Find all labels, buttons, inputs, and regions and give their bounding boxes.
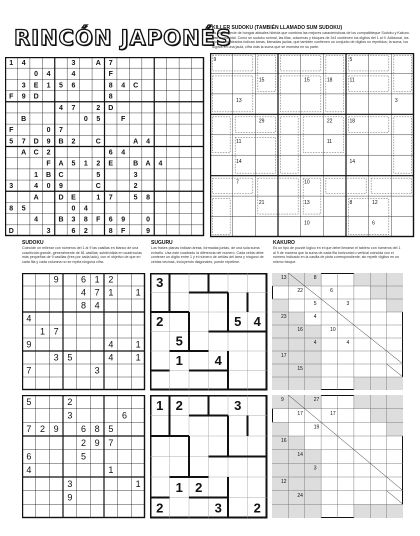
cell-value: 1 (83, 160, 88, 168)
cell-value: B (58, 138, 64, 146)
clue-sum: 6 (330, 287, 333, 294)
cell-value: 1 (135, 339, 141, 350)
cell-value: 4 (71, 71, 76, 79)
cell-value: 6 (80, 424, 87, 435)
cell-value: 2 (96, 160, 101, 168)
clue-sum: 14 (297, 451, 303, 458)
sudoku-grid-b (22, 395, 146, 519)
cell-value: 4 (121, 149, 126, 157)
clue-sum: 3 (313, 465, 317, 472)
cage-sum: 22 (326, 118, 333, 125)
block-cell (370, 377, 386, 390)
cell-value: 5 (59, 82, 63, 90)
cell-value: 3 (234, 397, 242, 413)
block-cell (387, 504, 403, 518)
cell-value: A (145, 160, 151, 168)
clue-sum: 17 (330, 410, 336, 417)
cell-value: 9 (46, 138, 51, 146)
cell-value: 7 (108, 60, 113, 68)
block-cell (370, 395, 386, 409)
cage-sum: 3 (394, 97, 398, 104)
cell-value: 8 (94, 424, 100, 435)
cell-value: A (133, 138, 139, 146)
cage-sum: 7 (236, 179, 239, 186)
clue-sum: 13 (281, 274, 287, 281)
cell-value: C (58, 171, 64, 179)
cell-value: 2 (108, 274, 114, 285)
cell-value: 1 (135, 287, 141, 298)
cell-value: 2 (195, 479, 203, 495)
cage-sum: 10 (304, 220, 310, 227)
block-cell (272, 338, 288, 351)
cell-value: E (33, 82, 39, 90)
cell-value: 6 (71, 227, 76, 235)
cell-value: 1 (156, 397, 164, 413)
cell-value: 0 (83, 115, 88, 123)
block-cell (387, 395, 403, 409)
clue-sum: 10 (330, 326, 336, 333)
suguru-grid-a (150, 273, 268, 391)
block-cell (288, 504, 304, 518)
clue-sum: 27 (313, 397, 320, 404)
cell-value: 0 (146, 216, 150, 224)
hex-sudoku-grid (5, 57, 205, 237)
cage-sum: 12 (372, 200, 378, 207)
block-cell (354, 273, 370, 286)
cell-value: 1 (135, 352, 141, 363)
cage-sum: 13 (236, 97, 242, 104)
cell-value: D (58, 194, 64, 202)
cell-value: 6 (71, 82, 76, 90)
block-cell (305, 351, 321, 364)
block-cell (370, 273, 386, 286)
block-cell (305, 450, 321, 464)
cell-value: 4 (94, 300, 100, 311)
cell-value: 6 (121, 410, 128, 421)
block-cell (354, 504, 370, 518)
cell-value: 1 (9, 60, 14, 68)
cell-value: 8 (146, 194, 150, 202)
block-cell (272, 422, 288, 436)
cell-value: C (133, 82, 139, 90)
cell-value: 0 (71, 205, 76, 213)
block-cell (370, 286, 386, 299)
cell-value: 7 (26, 424, 32, 435)
cell-value: F (96, 216, 101, 224)
cage-sum: 18 (349, 118, 356, 125)
cage-sum: 13 (304, 200, 310, 207)
cell-value: 2 (80, 437, 87, 448)
cell-value: 3 (71, 60, 76, 68)
kakuro-grid-b (272, 395, 404, 519)
block-cell (288, 377, 304, 390)
cell-value: B (46, 171, 52, 179)
cell-value: 9 (53, 424, 59, 435)
cell-value: A (58, 160, 64, 168)
cell-value: F (121, 115, 126, 123)
block-cell (354, 377, 370, 390)
block-cell (288, 436, 304, 450)
sudoku-grid-a (22, 273, 146, 391)
cage-sum: 14 (236, 159, 242, 166)
block-cell (272, 325, 288, 338)
cell-value: 1 (39, 326, 46, 337)
cell-value: B (58, 216, 64, 224)
cell-value: 2 (71, 138, 76, 146)
cell-value: D (33, 138, 39, 146)
cell-value: 4 (46, 71, 51, 79)
cell-value: 1 (46, 82, 51, 90)
cell-value: C (95, 183, 101, 191)
cell-value: 4 (26, 313, 32, 324)
cell-value: B (21, 115, 27, 123)
kakuro-description: Es un tipo de puzzle lógico en el que debe llenarse el tablero con números del 1 al 9 de manera que la suma de cada fila horizontal o vertical coincida con el número indicado en la casilla de pista correspondiente, sin repetir dígitos en un mismo bloque. (273, 246, 401, 264)
killer-description: Es una especie de hongos abisales hibrida que combina las mejores características de los compatibleque Sudoku y Kakuro. Usma ceasidal. Como un sudoku normal, las filas, columnas y bloques de 3x3 contienen los dígitos del 1 al 9. Adicional, los bloques punteados indican áreas, llamadas jaulas, que también contienen un conjunto de dígitos no repetidos; la suma, los dígitos en una jaula, cifra más la suma que se muestra en su parte. (212, 31, 410, 49)
cell-value: 5 (96, 115, 101, 123)
clue-sum: 15 (297, 365, 303, 372)
block-cell (305, 491, 321, 505)
cell-value: 5 (96, 171, 101, 179)
block-cell (272, 491, 288, 505)
block-cell (288, 312, 304, 325)
clue-sum: 9 (281, 397, 284, 404)
cell-value: E (71, 194, 76, 202)
cell-value: B (133, 160, 139, 168)
cell-value: 9 (94, 437, 100, 448)
cell-value: 3 (71, 216, 76, 224)
block-cell (387, 286, 403, 299)
cell-value: 2 (156, 314, 164, 330)
cell-value: 8 (9, 205, 14, 213)
cell-value: 2 (83, 227, 88, 235)
suguru-description: Los frases planas indican áreas, formadas juntas, de una sola suma extraño. Usa este cuadrado la diferencia del número. Cada celda debe contener un dígito entre 1 y el número de celdas del área y ninguno de celdas vecinas, incluyendo diagonales, puede repetirse. (151, 246, 264, 264)
block-cell (272, 504, 288, 518)
cell-value: 4 (80, 287, 87, 298)
cell-value: 5 (67, 352, 73, 363)
cage-sum: 18 (326, 77, 333, 84)
cell-value: 5 (71, 160, 76, 168)
block-cell (305, 504, 321, 518)
cell-value: F (108, 71, 113, 79)
clue-sum: 17 (297, 410, 303, 417)
block-cell (387, 299, 403, 312)
cell-value: 6 (108, 216, 113, 224)
cell-value: 9 (53, 274, 59, 285)
cell-value: 1 (175, 353, 183, 369)
block-cell (370, 409, 386, 423)
cell-value: 2 (133, 183, 138, 191)
clue-sum: 3 (346, 300, 350, 307)
block-cell (305, 477, 321, 491)
cage-sum: 11 (326, 138, 333, 145)
cell-value: 5 (9, 138, 14, 146)
cell-value: 7 (71, 104, 76, 112)
cell-value: 9 (67, 492, 73, 503)
cell-value: 4 (59, 104, 63, 112)
cage-sum: 11 (236, 138, 242, 145)
cell-value: A (95, 60, 101, 68)
block-cell (272, 377, 288, 390)
cage-sum: 14 (349, 159, 356, 166)
cell-value: 7 (108, 437, 114, 448)
cell-value: 7 (21, 138, 26, 146)
cage-sum: 5 (349, 57, 353, 63)
cell-value: 8 (80, 300, 87, 311)
block-cell (288, 351, 304, 364)
cell-value: 9 (146, 227, 150, 235)
clue-sum: 16 (297, 326, 303, 333)
clue-sum: 8 (313, 274, 317, 281)
cage-sum: 15 (258, 77, 265, 84)
cell-value: 6 (108, 149, 113, 157)
cell-value: D (33, 93, 39, 101)
cage-sum: 11 (349, 77, 355, 84)
clue-sum: 16 (281, 438, 287, 445)
cage-sum: 9 (213, 57, 217, 63)
cell-value: F (46, 160, 51, 168)
cell-value: 5 (21, 205, 26, 213)
cage-sum: 8 (349, 200, 353, 207)
clue-sum: 23 (281, 313, 287, 320)
cell-value: 4 (83, 205, 88, 213)
cell-value: 3 (133, 171, 138, 179)
cell-value: 4 (34, 183, 39, 191)
cell-value: 0 (46, 183, 51, 191)
cell-value: 7 (94, 287, 100, 298)
clue-sum: 4 (346, 339, 350, 346)
cell-value: 4 (34, 216, 39, 224)
cell-value: F (9, 127, 14, 135)
clue-sum: 12 (281, 479, 287, 486)
cell-value: C (95, 138, 101, 146)
cell-value: 2 (156, 500, 164, 516)
suguru-heading: SUGURU (151, 240, 173, 246)
cell-value: 2 (39, 424, 46, 435)
block-cell (288, 463, 304, 477)
cell-value: 3 (67, 410, 73, 421)
cell-value: 1 (108, 287, 114, 298)
cell-value: 5 (175, 333, 183, 349)
suguru-grid-b (150, 395, 268, 519)
killer-sudoku-grid (210, 53, 415, 238)
block-cell (387, 409, 403, 423)
block-cell (305, 364, 321, 377)
block-cell (305, 325, 321, 338)
cage-sum: 15 (304, 77, 310, 84)
sudoku-heading: SUDOKU (22, 240, 44, 246)
clue-sum: 22 (297, 287, 303, 294)
cage-sum: 10 (304, 179, 310, 186)
cage-sum: 21 (258, 200, 265, 207)
clue-sum: 19 (313, 424, 320, 431)
cell-value: 3 (94, 365, 100, 376)
kakuro-grid-a (272, 273, 404, 391)
cell-value: 3 (156, 275, 164, 291)
cell-value: 1 (96, 194, 101, 202)
cell-value: 1 (34, 171, 39, 179)
cell-value: 8 (108, 93, 113, 101)
cell-value: 4 (26, 465, 32, 476)
cell-value: 3 (46, 227, 51, 235)
block-cell (272, 450, 288, 464)
cell-value: 7 (26, 365, 32, 376)
killer-heading: KILLER SUDOKU (TAMBIÉN LLAMADO SUM SUDOKU) (212, 25, 343, 31)
cell-value: 4 (158, 160, 163, 168)
cell-value: 9 (121, 216, 126, 224)
cell-value: C (33, 149, 39, 157)
cell-value: 2 (175, 397, 183, 413)
cell-value: 4 (108, 352, 114, 363)
block-cell (387, 377, 403, 390)
block-cell (272, 463, 288, 477)
page-title: RINCÓN JAPONÉS (14, 26, 233, 50)
cell-value: 9 (21, 93, 26, 101)
cell-value: 9 (59, 183, 63, 191)
cell-value: 0 (34, 71, 39, 79)
block-cell (288, 338, 304, 351)
clue-sum: 4 (313, 313, 317, 320)
cell-value: F (121, 227, 126, 235)
block-cell (288, 477, 304, 491)
clue-sum: 24 (297, 492, 303, 499)
cell-value: 0 (46, 127, 51, 135)
clue-sum: 5 (313, 300, 317, 307)
cell-value: 7 (53, 326, 59, 337)
cell-value: 4 (253, 314, 261, 330)
block-cell (354, 395, 370, 409)
cell-value: 4 (146, 138, 150, 146)
block-cell (387, 273, 403, 286)
cell-value: 4 (21, 60, 26, 68)
cell-value: 9 (26, 339, 32, 350)
sudoku-description: Coincide un rellenar con números del 1 al 9 las casillas en blanco de una cuadrícula grande, generalmente de 81 casillas, subdividida en cuadrículas más pequeñas de 9 casillas (tres por cada lado), con el objetivo de que en cada fila y cada columna no se repita ninguna cifra. (22, 246, 142, 264)
cell-value: 3 (21, 82, 26, 90)
grid-border (211, 54, 414, 237)
cell-value: D (108, 104, 114, 112)
cell-value: A (21, 149, 27, 157)
cell-value: F (9, 93, 14, 101)
cell-value: 4 (108, 339, 114, 350)
block-cell (305, 377, 321, 390)
kakuro-heading: KAKURO (273, 240, 295, 246)
cell-value: 1 (94, 274, 100, 285)
cell-value: D (8, 227, 14, 235)
cell-value: A (33, 194, 39, 202)
cell-value: 2 (67, 396, 73, 407)
cell-value: 4 (121, 82, 126, 90)
cell-value: 1 (175, 479, 183, 495)
cage-sum: 6 (372, 220, 375, 227)
cell-value: 1 (108, 465, 114, 476)
cage-sum: 29 (258, 118, 265, 125)
cell-value: 1 (135, 478, 141, 489)
cell-value: 7 (59, 127, 63, 135)
cell-value: 6 (26, 451, 32, 462)
cell-value: 2 (253, 500, 261, 516)
cell-value: 2 (46, 149, 51, 157)
cell-value: 5 (133, 194, 138, 202)
cell-value: 8 (83, 216, 88, 224)
block-cell (272, 299, 288, 312)
clue-sum: 4 (313, 339, 317, 346)
cell-value: 5 (108, 424, 114, 435)
clue-sum: 17 (281, 352, 287, 359)
block-cell (387, 422, 403, 436)
cell-value: 4 (214, 353, 222, 369)
cell-value: 6 (80, 274, 87, 285)
cell-value: 5 (234, 314, 242, 330)
cell-value: 3 (53, 352, 59, 363)
block-cell (370, 504, 386, 518)
block-cell (272, 364, 288, 377)
cell-value: 5 (80, 451, 87, 462)
cell-value: 8 (108, 227, 113, 235)
cell-value: 8 (108, 82, 113, 90)
cell-value: 3 (214, 500, 222, 516)
cell-value: E (108, 160, 114, 168)
cell-value: 3 (9, 183, 14, 191)
cell-value: 3 (67, 478, 73, 489)
cell-value: 5 (26, 396, 32, 407)
cell-value: 2 (96, 104, 101, 112)
cell-value: 7 (108, 194, 113, 202)
